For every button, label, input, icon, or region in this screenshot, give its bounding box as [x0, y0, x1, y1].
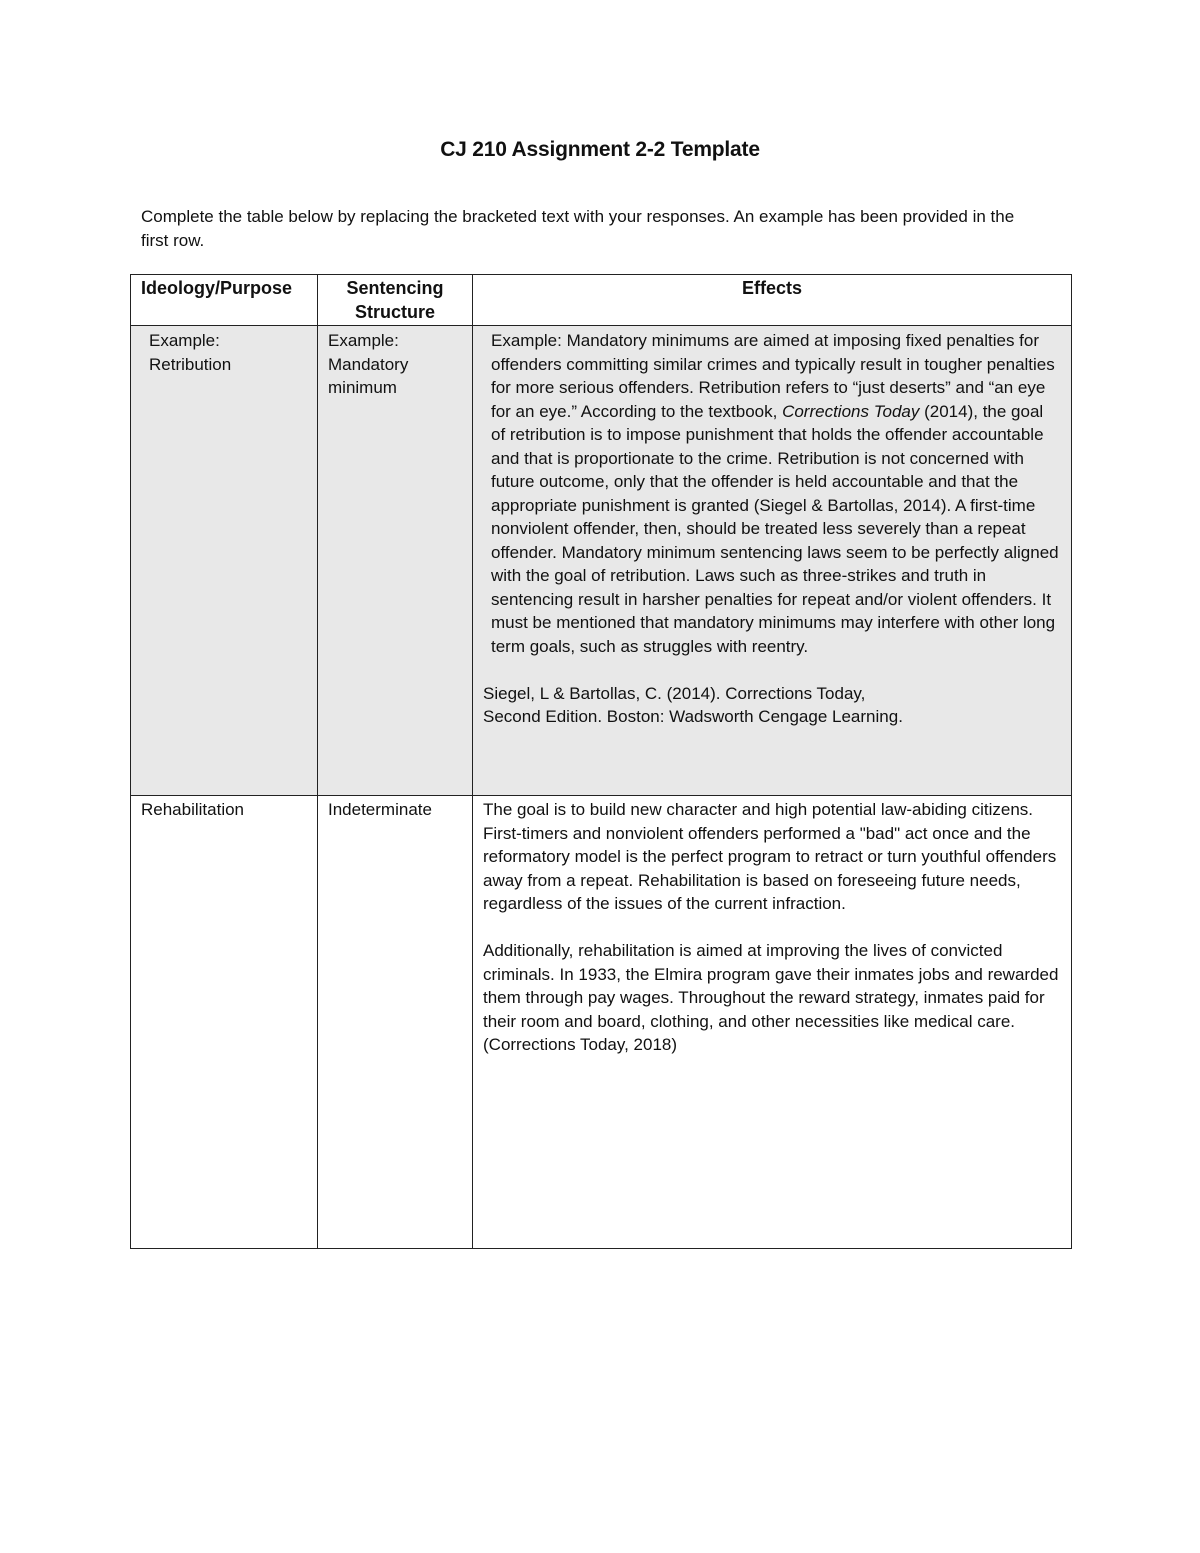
example-effects-text-part1: Example: Mandatory minimums are aimed at imposing fixed penalties for offenders committing similar crimes and typically result in tougher penalties for more serious offenders. Retribution refers to “just deserts” and “an eye for an eye.” According to the textbook, — [491, 331, 1055, 421]
example-reference-line1: Siegel, L & Bartollas, C. (2014). Corrections Today, — [483, 683, 866, 703]
table-row-response — [131, 796, 1072, 1249]
response-effects-paragraph-1: The goal is to build new character and high potential law-abiding citizens. First-timers and nonviolent offenders performed a "bad" act once and the reformatory model is the perfect program to retract or turn youthful offenders away from a repeat. Rehabilitation is based on foreseeing future needs, regardless of the issues of the current infraction. — [483, 800, 1057, 913]
example-sentencing-value-line2: minimum — [328, 378, 397, 397]
example-sentencing-value-line1: Mandatory — [328, 354, 409, 374]
example-effects-book-title: Corrections Today — [782, 401, 920, 421]
assignment-table — [130, 274, 1072, 1249]
instructions-paragraph: Complete the table below by replacing the bracketed text with your responses. An example has been provided in the first row. — [141, 207, 1015, 250]
example-effects-text-part2: (2014), the goal of retribution is to impose punishment that holds the offender accountable and that is proportionate to the crime. Retribution is not concerned with future outcome, only that the offender is held accountable and that the appropriate punishment is granted (Siegel & Bartollas, 2014). A first-time nonviolent offender, then, should be treated less severely than a repeat offender. Mandatory minimum sentencing laws seem to be perfectly aligned with the goal of retribution. Laws such as three-strikes and truth in sentencing result in harsher penalties for repeat and/or violent offenders. It must be mentioned that mandatory minimums may interfere with other long term goals, such as struggles with reentry. — [491, 401, 1059, 656]
example-ideology-label: Example: — [149, 331, 220, 350]
example-sentencing-label: Example: — [328, 331, 399, 350]
header-sentencing-line2: Structure — [354, 302, 435, 322]
response-ideology-cell[interactable]: Rehabilitation — [131, 796, 318, 1249]
response-sentencing-cell[interactable]: Indeterminate — [318, 796, 473, 1249]
header-sentencing-structure — [318, 275, 473, 326]
example-ideology-cell — [131, 326, 318, 796]
response-effects-cell[interactable] — [473, 796, 1072, 1249]
example-reference-line2: Second Edition. Boston: Wadsworth Cengage Learning. — [483, 707, 903, 726]
header-sentencing-line1: Sentencing — [346, 278, 444, 298]
document-title: CJ 210 Assignment 2-2 Template — [440, 138, 760, 161]
example-sentencing-cell — [318, 326, 473, 796]
example-ideology-value: Retribution — [149, 354, 232, 374]
header-ideology-purpose: Ideology/Purpose — [131, 275, 318, 326]
paragraph-spacer — [491, 658, 1061, 682]
example-effects-cell — [473, 326, 1072, 796]
table-header-row — [131, 275, 1072, 326]
response-effects-paragraph-2: Additionally, rehabilitation is aimed at improving the lives of convicted criminals. In 1933, the Elmira program gave their inmates jobs and rewarded them through pay wages. Throughout the reward strategy, inmates paid for their room and board, clothing, and other necessities like medical care. (Corrections Today, 2018) — [483, 941, 1059, 1054]
table-row-example — [131, 326, 1072, 796]
paragraph-spacer — [483, 916, 1061, 940]
header-effects: Effects — [473, 275, 1072, 326]
